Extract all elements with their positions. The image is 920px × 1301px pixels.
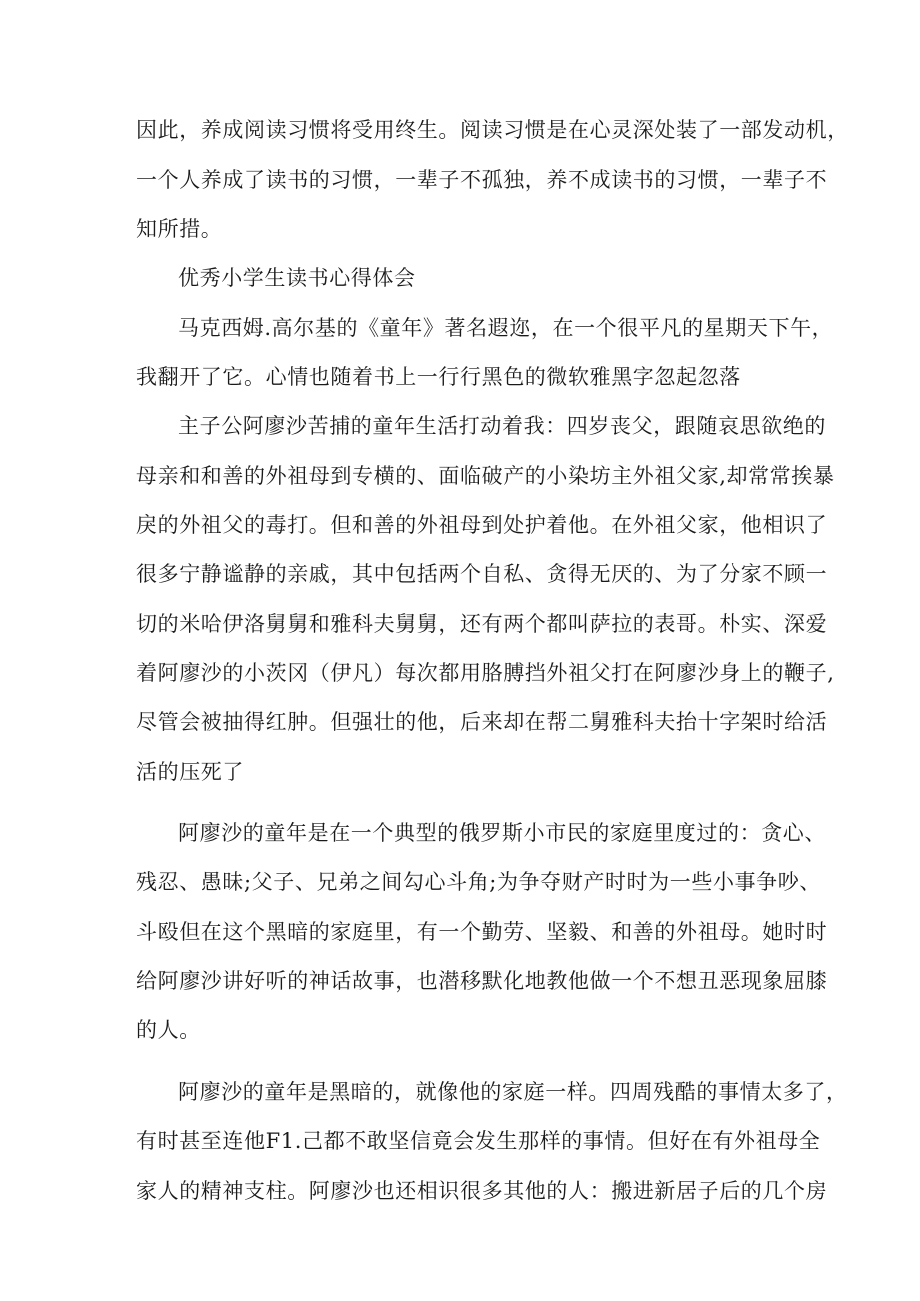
text-line: 给阿廖沙讲好听的神话故事，也潜移默化地教他做一个不想丑恶现象屈膝 [136, 969, 828, 993]
text-line: 活的压死了 [136, 760, 244, 784]
text-line: 尽管会被抽得红肿。但强壮的他，后来却在帮二舅雅科夫抬十字架时给活 [136, 710, 828, 734]
section-heading: 优秀小学生读书心得体会 [178, 266, 416, 290]
text-line: 阿廖沙的童年是黑暗的，就像他的家庭一样。四周残酷的事情太多了， [178, 1080, 848, 1104]
text-line: 有时甚至连他F1.己都不敢坚信竟会发生那样的事情。但好在有外祖母全 [136, 1129, 821, 1153]
text-line: 戾的外祖父的毒打。但和善的外祖母到处护着他。在外祖父家，他相识了 [136, 513, 828, 537]
text-line: 斗殴但在这个黑暗的家庭里，有一个勤劳、坚毅、和善的外祖母。她时时 [136, 920, 828, 944]
text-line: 主子公阿廖沙苦捕的童年生活打动着我：四岁丧父，跟随哀思欲绝的 [178, 414, 826, 438]
text-line: 残忍、愚昧;父子、兄弟之间勾心斗角;为争夺财产时时为一些小事争吵、 [136, 870, 821, 894]
text-line: 着阿廖沙的小茨冈（伊凡）每次都用胳膊挡外祖父打在阿廖沙身上的鞭子, [136, 661, 835, 685]
text-line: 马克西姆.高尔基的《童年》著名遐迩，在一个很平凡的星期天下午， [178, 316, 834, 340]
text-line: 阿廖沙的童年是在一个典型的俄罗斯小市民的家庭里度过的：贪心、 [178, 821, 826, 845]
text-line: 切的米哈伊洛舅舅和雅科夫舅舅，还有两个都叫萨拉的表哥。朴实、深爱 [136, 612, 828, 636]
text-line: 我翻开了它。心情也随着书上一行行黑色的微软雅黑字忽起忽落 [136, 365, 741, 389]
text-line: 知所措。 [136, 217, 223, 241]
text-line: 的人。 [136, 1018, 201, 1042]
text-line: 因此，养成阅读习惯将受用终生。阅读习惯是在心灵深处装了一部发动机， [136, 118, 849, 142]
text-line: 很多宁静谧静的亲戚，其中包括两个自私、贪得无厌的、为了分家不顾一 [136, 562, 828, 586]
text-line: 母亲和和善的外祖母到专横的、面临破产的小染坊主外祖父家,却常常挨暴 [136, 464, 835, 488]
text-line: 一个人养成了读书的习惯，一辈子不孤独，养不成读书的习惯，一辈子不 [136, 168, 828, 192]
text-line: 家人的精神支柱。阿廖沙也还相识很多其他的人：搬进新居子后的几个房 [136, 1179, 828, 1203]
